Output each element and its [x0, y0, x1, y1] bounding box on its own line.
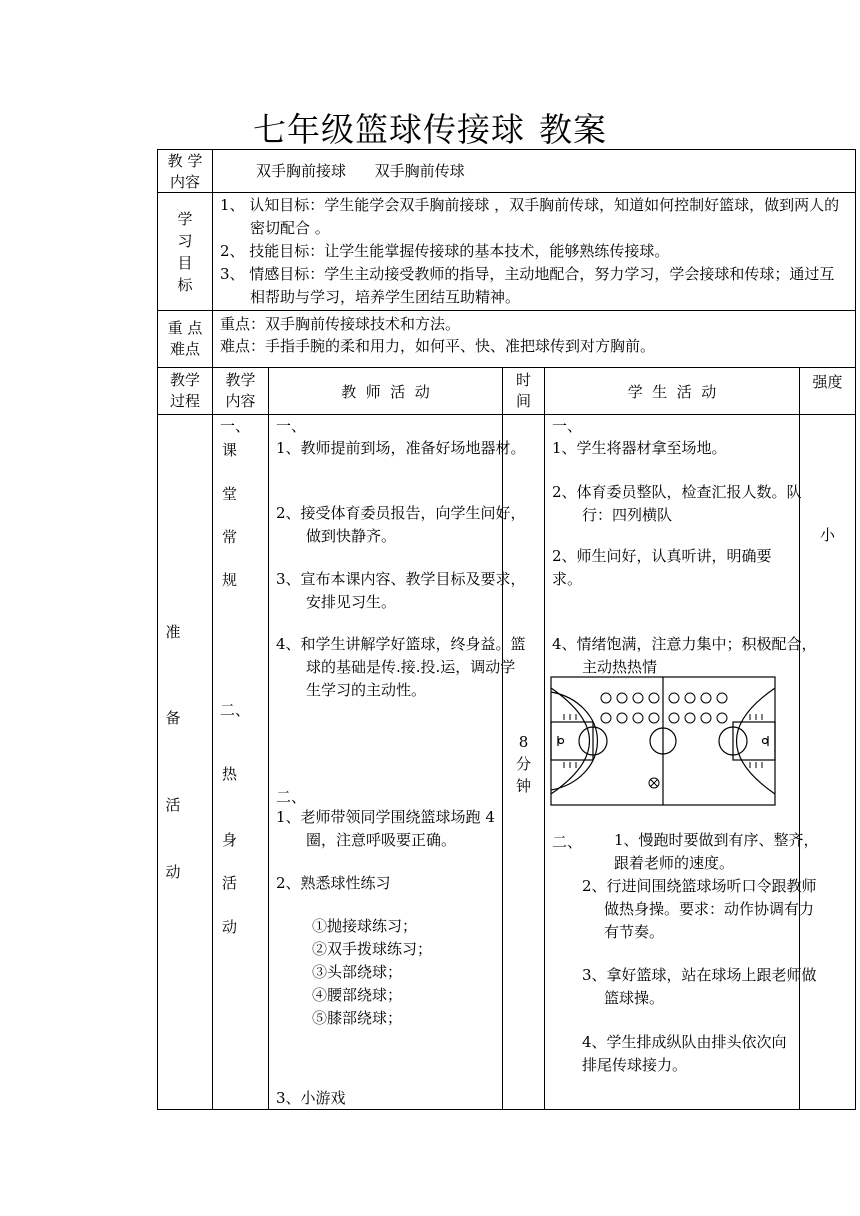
student-part2-head: 二、 — [552, 833, 583, 851]
student-item: 3、拿好篮球，站在球场上跟老师做篮球操。 — [582, 966, 817, 1007]
student-item: 2、行进间围绕篮球场听口令跟教师做热身操。要求：动作协调有力有节奏。 — [582, 877, 817, 941]
header-teacher: 教 师 活 动 — [341, 383, 430, 401]
teacher-item: 3、宣布本课内容、教学目标及要求，安排见习生。 — [276, 570, 526, 611]
teacher-part1-head: 一、 — [276, 417, 307, 435]
student-markers — [601, 693, 727, 723]
time-value: 8 分 钟 — [515, 733, 531, 795]
goal-item: 3、 情感目标：学生主动接受教师的指导，主动地配合，努力学习，学会接球和传球；通过互相帮助与学习，培养学生团结互助精神。 — [220, 265, 835, 306]
header-student: 学 生 活 动 — [627, 383, 717, 401]
drill-item: ⑤膝部绕球； — [312, 1009, 403, 1027]
content-text: 双手胸前接球 双手胸前传球 — [256, 162, 465, 180]
table-line — [157, 367, 856, 368]
goals-list — [220, 194, 848, 309]
left-hoop — [559, 739, 564, 744]
header-process: 教学 过程 — [169, 371, 200, 410]
header-content: 教学 内容 — [225, 371, 256, 410]
drill-item: ③头部绕球； — [312, 963, 403, 981]
student-item: 4、学生排成纵队由排头依次向排尾传球接力。 — [582, 1033, 787, 1074]
teacher-item: 2、接受体育委员报告，向学生问好，做到快静齐。 — [276, 504, 526, 545]
label-content: 教 学 内容 — [167, 152, 203, 191]
table-line — [268, 367, 269, 1109]
table-line — [157, 310, 856, 311]
teacher-item: 1、教师提前到场，准备好场地器材。 — [276, 439, 526, 457]
basketball-court-diagram — [550, 676, 776, 806]
teacher-item: 4、和学生讲解学好篮球，终身益。篮球的基础是传.接.投.运，调动学生学习的主动性。 — [276, 635, 526, 699]
header-intensity: 强度 — [812, 373, 843, 391]
content-char: 堂 — [222, 485, 238, 503]
student-item: 1、学生将器材拿至场地。 — [552, 439, 727, 457]
content-char: 热 — [222, 765, 238, 783]
goal-item: 1、 认知目标：学生能学会双手胸前接球 ，双手胸前传球，知道如何控制好篮球，做到两人的密切配合 。 — [220, 196, 840, 237]
process-char: 备 — [165, 709, 181, 727]
title-sub: 教案 — [539, 110, 607, 149]
goal-item: 2、 技能目标：让学生能掌握传接球的基本技术，能够熟练传接球。 — [220, 242, 670, 260]
title-main: 七年级篮球传接球 — [253, 110, 525, 149]
student-item: 4、情绪饱满，注意力集中；积极配合，主动热热情 — [552, 635, 817, 676]
content-char: 动 — [222, 918, 238, 936]
content-char: 规 — [222, 571, 238, 589]
drill-item: ①抛接球练习； — [312, 917, 418, 935]
process-char: 活 — [165, 796, 181, 814]
left-arc — [551, 688, 590, 794]
student-item: 2、师生问好，认真听讲，明确要 求。 — [552, 547, 772, 588]
header-time: 时 间 — [515, 371, 531, 410]
process-char: 准 — [165, 623, 181, 641]
right-arc — [737, 688, 776, 794]
key-point: 重点：双手胸前传接球技术和方法。 — [220, 315, 461, 333]
page-title — [0, 104, 860, 151]
teacher-part2-head: 二、 — [276, 788, 307, 806]
drill-item: ②双手拨球练习； — [312, 940, 433, 958]
teacher-item: 1、老师带领同学围绕篮球场跑 4 圈，注意呼吸要正确。 — [276, 808, 495, 849]
table-line — [157, 414, 856, 415]
table-line — [157, 192, 856, 193]
process-char: 动 — [165, 863, 181, 881]
content-char: 课 — [222, 441, 238, 459]
table-border-bottom — [157, 1109, 856, 1110]
table-line — [212, 149, 213, 1109]
table-border-right — [855, 149, 856, 1109]
label-key: 重 点 难点 — [167, 319, 203, 358]
content-part2-num: 二、 — [220, 701, 251, 719]
content-part1-num: 一、 — [220, 417, 251, 435]
drill-item: ④腰部绕球； — [312, 986, 403, 1004]
teacher-marker — [649, 778, 659, 788]
table-border-top — [157, 149, 856, 150]
student-item: 2、体育委员整队，检查汇报人数。队行：四列横队 — [552, 483, 802, 524]
teacher-item: 2、熟悉球性练习 — [276, 874, 391, 892]
content-char: 常 — [222, 528, 238, 546]
intensity-value: 小 — [819, 526, 835, 544]
drill-list — [312, 915, 432, 1030]
difficulty-point: 难点：手指手腕的柔和用力，如何平、快、准把球传到对方胸前。 — [220, 337, 656, 355]
content-char: 身 — [222, 831, 238, 849]
label-goals: 学 习 目 标 — [177, 210, 193, 294]
table-line — [544, 367, 545, 1109]
right-hoop — [763, 739, 768, 744]
teacher-game: 3、小游戏 — [276, 1089, 346, 1107]
student-part1-head: 一、 — [552, 417, 583, 435]
content-char: 活 — [222, 874, 238, 892]
student-item: 1、慢跑时要做到有序、整齐，跟着老师的速度。 — [614, 831, 819, 872]
